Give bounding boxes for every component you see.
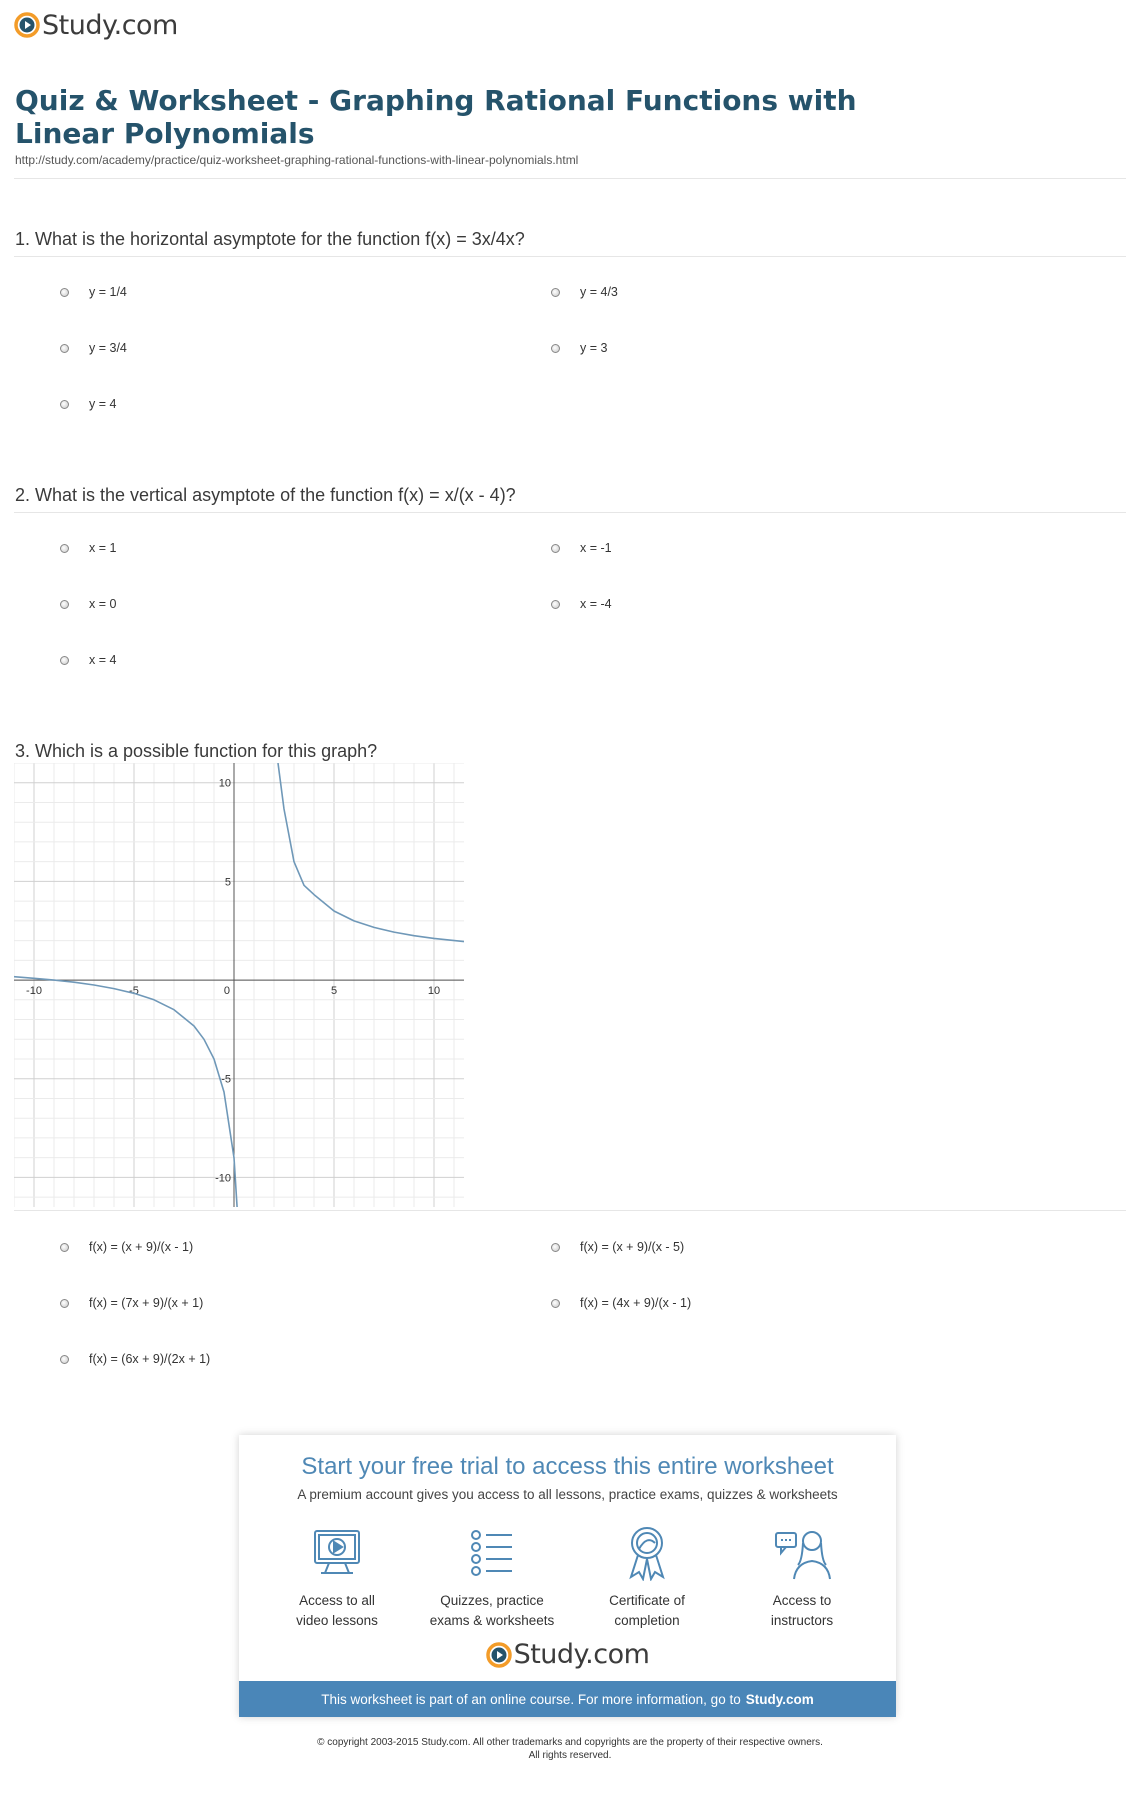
question-3-option-a[interactable] (60, 1240, 193, 1254)
quiz-list-icon (462, 1525, 522, 1581)
option-label: y = 1/4 (89, 285, 127, 299)
video-lesson-icon (307, 1525, 367, 1581)
radio-button[interactable] (60, 1355, 69, 1364)
logo-text: Study.com (42, 9, 178, 41)
question-2-option-c[interactable] (60, 597, 116, 611)
question-2-option-a[interactable] (60, 541, 116, 555)
radio-button[interactable] (60, 1299, 69, 1308)
feature-label-line: completion (614, 1613, 680, 1628)
page-title: Quiz & Worksheet - Graphing Rational Functions with Linear Polynomials (15, 84, 857, 150)
divider (14, 256, 1126, 257)
function-curve (278, 763, 464, 942)
radio-button[interactable] (60, 1243, 69, 1252)
certificate-icon (617, 1525, 677, 1581)
option-label: x = 1 (89, 541, 117, 555)
study-logo-icon (14, 12, 40, 38)
option-label: f(x) = (x + 9)/(x - 5) (580, 1240, 685, 1254)
radio-button[interactable] (551, 600, 560, 609)
question-3-option-d[interactable] (551, 1296, 691, 1310)
cta-subtitle: A premium account gives you access to all lessons, practice exams, quizzes & worksheets (297, 1487, 838, 1502)
option-label: f(x) = (7x + 9)/(x + 1) (89, 1296, 204, 1310)
x-tick-label: -5 (129, 985, 139, 998)
feature-label-line: Quizzes, practice (440, 1593, 544, 1608)
question-1-option-b[interactable] (551, 285, 618, 299)
cta-logo[interactable] (239, 1639, 896, 1670)
option-label: x = -1 (580, 541, 612, 555)
question-3-option-e[interactable] (60, 1352, 210, 1366)
question-1-text: 1. What is the horizontal asymptote for the function f(x) = 3x/4x? (15, 229, 525, 249)
option-label: f(x) = (x + 9)/(x - 1) (89, 1240, 194, 1254)
question-3-text: 3. Which is a possible function for this graph? (15, 741, 378, 761)
divider (14, 178, 1126, 179)
feature-instructors (732, 1525, 872, 1631)
feature-quizzes (422, 1525, 562, 1631)
y-tick-label: 5 (224, 876, 231, 889)
instructor-icon (772, 1525, 832, 1581)
feature-label-line: instructors (770, 1613, 834, 1628)
radio-button[interactable] (60, 656, 69, 665)
cta-title[interactable]: Start your free trial to access this entire worksheet (301, 1453, 834, 1480)
option-label: y = 4/3 (580, 285, 618, 299)
divider (14, 512, 1126, 513)
function-curve (14, 977, 246, 1207)
radio-button[interactable] (60, 288, 69, 297)
site-logo[interactable] (14, 8, 178, 42)
question-1-option-a[interactable] (60, 285, 127, 299)
radio-button[interactable] (60, 544, 69, 553)
feature-label-line: Access to all (299, 1593, 375, 1608)
option-label: f(x) = (6x + 9)/(2x + 1) (89, 1352, 211, 1366)
option-label: x = 0 (89, 597, 117, 611)
option-label: f(x) = (4x + 9)/(x - 1) (580, 1296, 692, 1310)
logo-text: Study.com (513, 1639, 650, 1670)
y-tick-label: -10 (215, 1172, 231, 1185)
study-logo-icon (486, 1642, 512, 1668)
page-url[interactable]: http://study.com/academy/practice/quiz-worksheet-graphing-rational-functions-with-linear-polynomials.html (15, 153, 579, 167)
x-tick-label: 10 (427, 985, 441, 998)
free-trial-panel (239, 1435, 896, 1717)
copyright-line: All rights reserved. (528, 1750, 612, 1761)
radio-button[interactable] (60, 344, 69, 353)
study-link[interactable]: Study.com (745, 1691, 814, 1707)
feature-video-lessons (267, 1525, 407, 1631)
feature-label-line: Certificate of (609, 1593, 685, 1608)
radio-button[interactable] (551, 1299, 560, 1308)
y-tick-label: -5 (221, 1073, 231, 1086)
radio-button[interactable] (551, 344, 560, 353)
feature-label-line: exams & worksheets (429, 1613, 555, 1628)
radio-button[interactable] (60, 400, 69, 409)
y-tick-label: 10 (218, 777, 231, 790)
feature-label (422, 1591, 562, 1631)
question-1-option-e[interactable] (60, 397, 116, 411)
question-2-option-b[interactable] (551, 541, 612, 555)
option-label: y = 4 (89, 397, 117, 411)
feature-label-line: Access to (772, 1593, 832, 1608)
course-info-text: This worksheet is part of an online course. For more information, go to (321, 1691, 741, 1707)
rational-function-graph (14, 763, 464, 1207)
question-2-option-d[interactable] (551, 597, 612, 611)
radio-button[interactable] (551, 288, 560, 297)
question-2-text: 2. What is the vertical asymptote of the function f(x) = x/(x - 4)? (15, 485, 516, 505)
question-1-option-c[interactable] (60, 341, 127, 355)
radio-button[interactable] (551, 1243, 560, 1252)
option-label: x = -4 (580, 597, 612, 611)
feature-label (732, 1591, 872, 1631)
feature-label (267, 1591, 407, 1631)
x-tick-label: 0 (223, 985, 230, 998)
feature-label-line: video lessons (296, 1613, 378, 1628)
feature-certificate (577, 1525, 717, 1631)
question-1-option-d[interactable] (551, 341, 607, 355)
question-2-option-e[interactable] (60, 653, 116, 667)
option-label: y = 3 (580, 341, 608, 355)
question-3-option-b[interactable] (551, 1240, 684, 1254)
option-label: y = 3/4 (89, 341, 127, 355)
radio-button[interactable] (551, 544, 560, 553)
course-info-bar (239, 1681, 896, 1717)
copyright (0, 1736, 1140, 1762)
feature-label (577, 1591, 717, 1631)
copyright-line: © copyright 2003-2015 Study.com. All other trademarks and copyrights are the property of their respective owners. (317, 1737, 823, 1748)
divider (14, 1210, 1126, 1211)
radio-button[interactable] (60, 600, 69, 609)
question-3-option-c[interactable] (60, 1296, 203, 1310)
x-tick-label: 5 (330, 985, 338, 998)
x-tick-label: -10 (26, 985, 42, 998)
option-label: x = 4 (89, 653, 117, 667)
